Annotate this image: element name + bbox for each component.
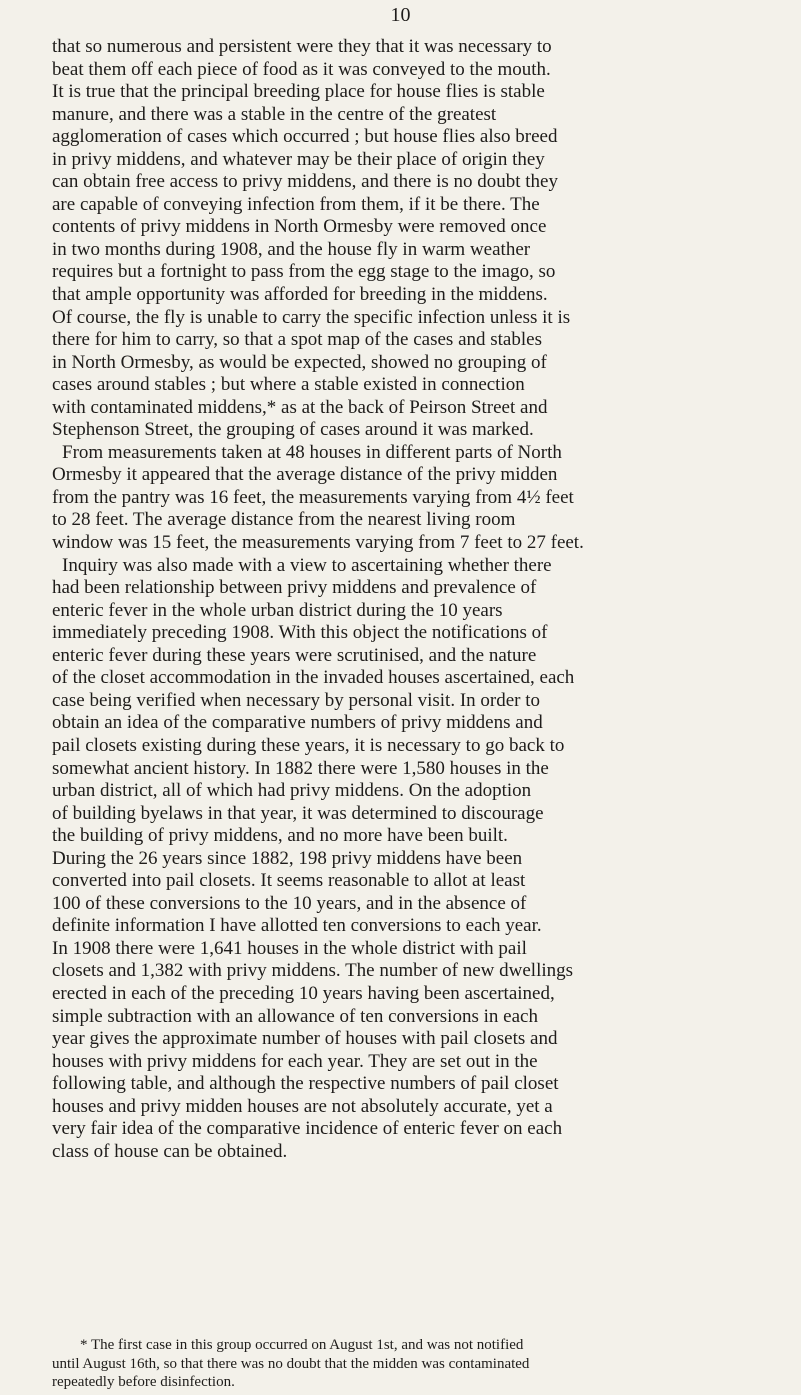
text-line: are capable of conveying infection from them, if it be there. The [52,193,540,215]
footnote-line: repeatedly before disinfection. [52,1374,235,1390]
text-line: agglomeration of cases which occurred ; but house flies also breed [52,126,558,148]
text-line: beat them off each piece of food as it was conveyed to the mouth. [52,58,551,80]
text-line: houses with privy middens for each year. They are set out in the [52,1050,538,1072]
text-line: Ormesby it appeared that the average distance of the privy midden [52,464,558,486]
text-line: very fair idea of the comparative incidence of enteric fever on each [52,1118,563,1140]
text-line: to 28 feet. The average distance from the nearest living room [52,509,516,531]
text-line: following table, and although the respective numbers of pail closet [52,1073,559,1095]
text-line: During the 26 years since 1882, 198 privy middens have been [52,847,523,869]
text-line: obtain an idea of the comparative numbers of privy middens and [52,712,543,734]
page-number: 10 [390,4,411,26]
text-line: definite information I have allotted ten conversions to each year. [52,915,542,937]
text-line: urban district, all of which had privy middens. On the adoption [52,780,532,802]
text-line: converted into pail closets. It seems reasonable to allot at least [52,870,526,892]
text-line: immediately preceding 1908. With this object the notifications of [52,622,548,644]
text-line: somewhat ancient history. In 1882 there were 1,580 houses in the [52,757,549,779]
footnote-line: * The first case in this group occurred on August 1st, and was not notified [80,1337,524,1353]
text-line: houses and privy midden houses are not absolutely accurate, yet a [52,1095,553,1117]
text-line: of the closet accommodation in the invaded houses ascertained, each [52,667,575,689]
text-line: of building byelaws in that year, it was determined to discourage [52,802,544,824]
text-line: in two months during 1908, and the house fly in warm weather [52,238,531,260]
text-line: In 1908 there were 1,641 houses in the whole district with pail [52,937,527,959]
text-line: Inquiry was also made with a view to ascertaining whether there [62,554,552,576]
text-line: enteric fever during these years were scrutinised, and the nature [52,644,537,666]
text-line: It is true that the principal breeding place for house flies is stable [52,81,545,103]
text-line: simple subtraction with an allowance of ten conversions in each [52,1005,538,1027]
text-line: erected in each of the preceding 10 years having been ascertained, [52,982,555,1004]
text-line: pail closets existing during these years, it is necessary to go back to [52,734,565,756]
text-line: closets and 1,382 with privy middens. The number of new dwellings [52,960,574,982]
text-line: requires but a fortnight to pass from the egg stage to the imago, so [52,261,556,283]
text-line: From measurements taken at 48 houses in different parts of North [62,441,562,463]
text-line: there for him to carry, so that a spot map of the cases and stables [52,329,542,351]
text-line: from the pantry was 16 feet, the measurements varying from 4½ feet [52,486,574,508]
footnote [52,1336,754,1392]
text-line: case being verified when necessary by personal visit. In order to [52,689,541,711]
text-line: Stephenson Street, the grouping of cases around it was marked. [52,419,534,441]
text-line: 100 of these conversions to the 10 years, and in the absence of [52,892,527,914]
text-line: in privy middens, and whatever may be their place of origin they [52,148,545,170]
text-line: year gives the approximate number of houses with pail closets and [52,1028,558,1050]
text-line: in North Ormesby, as would be expected, showed no grouping of [52,351,547,373]
text-line: cases around stables ; but where a stable existed in connection [52,374,525,396]
text-line: enteric fever in the whole urban district during the 10 years [52,599,503,621]
text-line: window was 15 feet, the measurements varying from 7 feet to 27 feet. [52,532,584,554]
text-line: manure, and there was a stable in the centre of the greatest [52,103,497,125]
text-line: with contaminated middens,* as at the back of Peirson Street and [52,396,548,418]
text-line: Of course, the fly is unable to carry the specific infection unless it is [52,306,571,328]
text-line: contents of privy middens in North Ormesby were removed once [52,216,547,238]
text-line: had been relationship between privy middens and prevalence of [52,577,537,599]
text-line: can obtain free access to privy middens, and there is no doubt they [52,171,558,193]
text-line: that ample opportunity was afforded for breeding in the middens. [52,284,548,306]
text-line: class of house can be obtained. [52,1140,288,1162]
body-text [52,36,754,1163]
text-line: the building of privy middens, and no more have been built. [52,825,508,847]
text-line: that so numerous and persistent were they that it was necessary to [52,36,552,57]
footnote-line: until August 16th, so that there was no doubt that the midden was contaminated [52,1355,530,1372]
